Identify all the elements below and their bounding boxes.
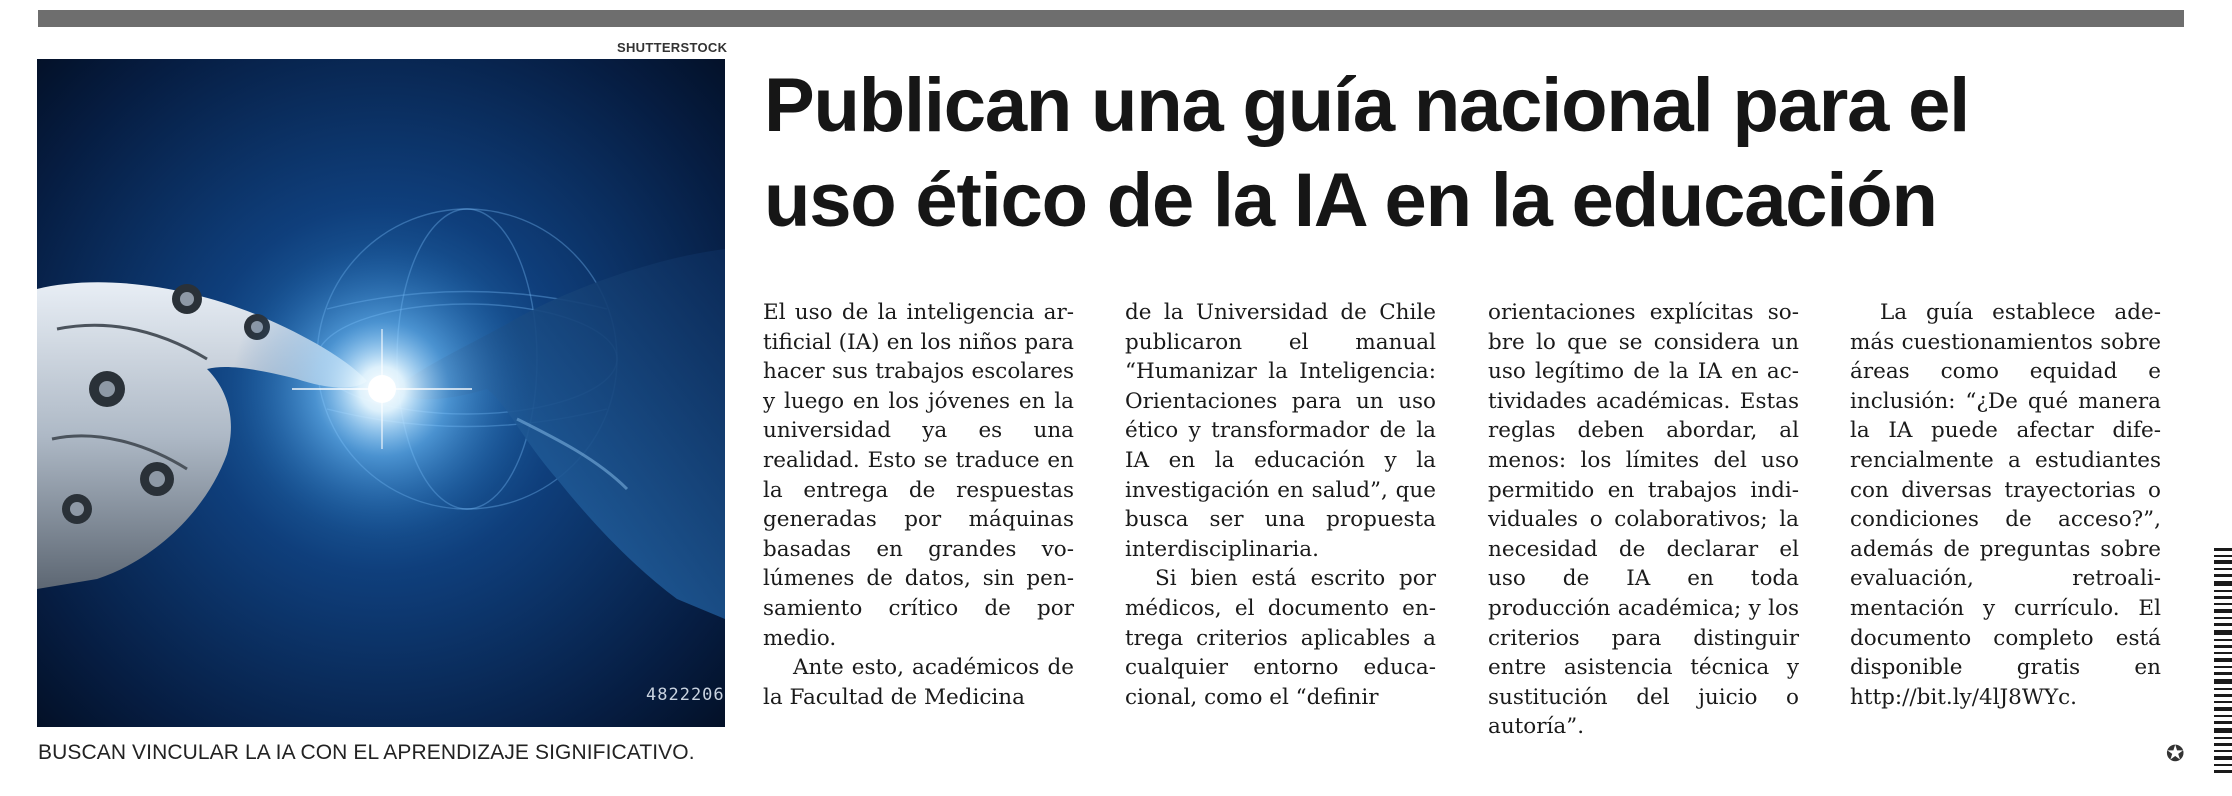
- body-column-1: [763, 298, 1074, 712]
- paragraph: El uso de la inteligencia artificial (IA) en los niños para hacer sus trabajos escolares y luego en los jóvenes en la universidad ya es una realidad. Esto se traduce en la entrega de respuestas generadas por máquinas basadas en grandes volúmenes de datos, sin pensamiento crítico de por medio.: [763, 300, 1074, 651]
- body-column-3: [1488, 298, 1799, 742]
- paragraph: de la Universidad de Chile publicaron el manual “Humanizar la Inteligencia: Orientaciones para un uso ético y transformador de la IA en la educación y la investigación en salud”, que busca ser una propuesta interdisciplinaria.: [1125, 300, 1436, 562]
- top-rule: [38, 10, 2184, 27]
- article-body: [763, 298, 2159, 778]
- robot-hand-photo: [37, 59, 725, 727]
- photo-caption: BUSCAN VINCULAR LA IA CON EL APRENDIZAJE SIGNIFICATIVO.: [38, 741, 695, 764]
- headline: Publican una guía nacional para el uso ético de la IA en la educación: [764, 63, 1970, 243]
- photo-credit: SHUTTERSTOCK: [617, 40, 728, 55]
- photo-stock-code: 4822206: [646, 685, 725, 705]
- body-column-4: [1850, 298, 2161, 712]
- paragraph: Ante esto, académicos de la Facultad de Medicina: [763, 655, 1074, 710]
- paragraph: orientaciones explícitas sobre lo que se considera un uso legítimo de la IA en actividades académicas. Estas reglas deben abordar, al menos: los límites del uso permitido en trabajos individuales o colaborativos; la necesidad de declarar el uso de IA en toda producción académica; y los criterios para distinguir entre asistencia técnica y sustitución del juicio o autoría”.: [1488, 300, 1799, 740]
- body-column-2: [1125, 298, 1436, 712]
- paragraph: Si bien está escrito por médicos, el documento entrega criterios aplicables a cualquier entorno educacional, como el “definir: [1125, 566, 1436, 710]
- end-of-article-icon: ✪: [2166, 742, 2185, 767]
- barcode-icon: [2214, 548, 2232, 778]
- paragraph: La guía establece además cuestionamientos sobre áreas como equidad e inclusión: “¿De qué manera la IA puede afectar diferencialmente a estudiantes con diversas trayectorias o condiciones de acceso?”, además de preguntas sobre evaluación, retroalimentación y currículo. El documento completo está disponible gratis en http://bit.ly/4lJ8WYc.: [1850, 300, 2161, 710]
- article-photo: [37, 59, 725, 727]
